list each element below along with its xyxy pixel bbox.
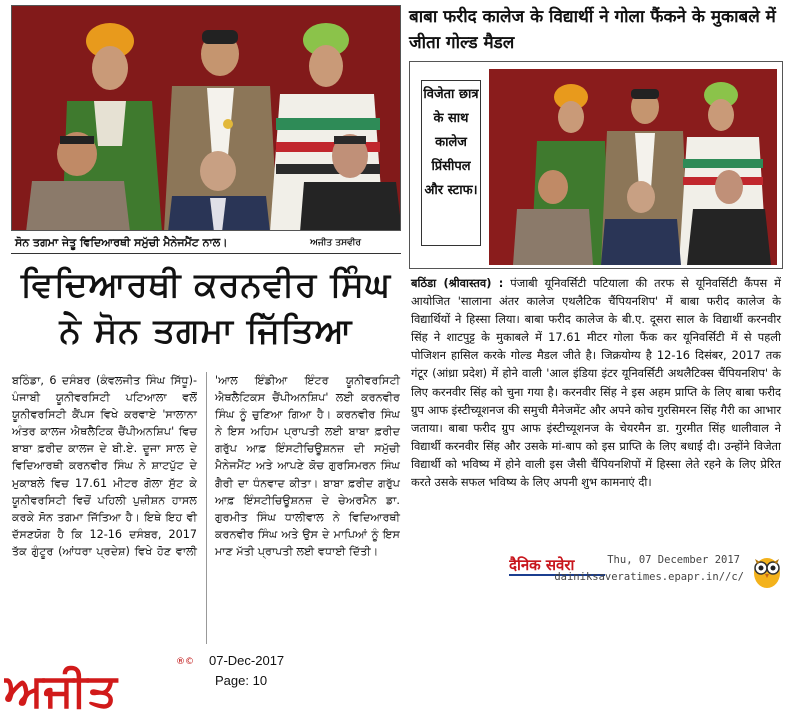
dainik-date-stamp: Thu, 07 December 2017 [607, 554, 740, 566]
left-article-body: ਬਠਿੰਡਾ, 6 ਦਸੰਬਰ (ਕੰਵਲਜੀਤ ਸਿੰਘ ਸਿੱਧੂ)- ਪੰਜਾਬੀ ਯੂਨੀਵਰਸਿਟੀ ਪਟਿਆਲਾ ਵਲੋਂ ਯੂਨੀਵਰਸਿਟੀ ਕੈਂਪਸ ਵਿਖੇ ਕਰਵਾਏ 'ਸਾਲਾਨਾ ਅੰਤਰ ਕਾਲਜ ਐਥਲੈਟਿਕ ਚੈਂਪੀਅਨਸ਼ਿਪ' ਵਿਚ ਬਾਬਾ ਫ਼ਰੀਦ ਕਾਲਜ ਦੇ ਬੀ.ਏ. ਦੂਜਾ ਸਾਲ ਦੇ ਵਿਦਿਆਰਥੀ ਕਰਨਵੀਰ ਸਿੰਘ ਨੇ ਸ਼ਾਟਪੁੱਟ ਦੇ ਮੁਕਾਬਲੇ ਵਿਚ 17.61 ਮੀਟਰ ਗੋਲਾ ਸੁੱਟ ਕੇ ਯੂਨੀਵਰਸਿਟੀ ਵਿਚੋਂ ਪਹਿਲੀ ਪੁਜ਼ੀਸ਼ਨ ਹਾਸਲ ਕਰਕੇ ਸੋਨ ਤਗਮਾ ਜਿੱਤਿਆ ਹੈ। ਇਥੇ ਇਹ ਵੀ ਦੱਸਣਯੋਗ ਹੈ ਕਿ 12-16 ਦਸੰਬਰ, 2017 ਤੱਕ ਗੁੰਟੂਰ (ਆਂਧਰਾ ਪ੍ਰਦੇਸ਼) ਵਿਖੇ ਹੋਣ ਵਾਲੀ 'ਆਲ ਇੰਡੀਆ ਇੰਟਰ ਯੂਨੀਵਰਸਿਟੀ ਐਥਲੈਟਿਕਸ ਚੈਂਪੀਅਨਸ਼ਿਪ' ਲਈ ਕਰਨਵੀਰ ਸਿੰਘ ਨੂੰ ਚੁਣਿਆ ਗਿਆ ਹੈ। ਕਰਨਵੀਰ ਸਿੰਘ ਨੇ ਇਸ ਅਹਿਮ ਪ੍ਰਾਪਤੀ ਲਈ ਬਾਬਾ ਫ਼ਰੀਦ ਗਰੁੱਪ ਆਫ਼ ਇੰਸਟੀਚਿਊਸ਼ਨਜ਼ ਦੀ ਸਮੁੱਚੀ ਮੈਨੇਜਮੈਂਟ ਅਤੇ ਆਪਣੇ ਕੋਚ ਗੁਰਸਿਮਰਨ ਸਿੰਘ ਗੈਰੀ ਦਾ ਧੰਨਵਾਦ ਕੀਤਾ। ਬਾਬਾ ਫ਼ਰੀਦ ਗਰੁੱਪ ਆਫ਼ ਇੰਸਟੀਚਿਊਸ਼ਨਜ਼ ਦੇ ਚੇਅਰਮੈਨ ਡਾ. ਗੁਰਮੀਤ ਸਿੰਘ ਧਾਲੀਵਾਲ ਨੇ ਵਿਦਿਆਰਥੀ ਕਰਨਵੀਰ ਸਿੰਘ ਅਤੇ ਉਸ ਦੇ ਮਾਪਿਆਂ ਨੂੰ ਇਸ ਮਾਣ ਮੱਤੀ ਪ੍ਰਾਪਤੀ ਲਈ ਵਧਾਈ ਦਿੱਤੀ। [12, 374, 400, 558]
dainik-url-link[interactable]: dainiksaveratimes.epapr.in//c/ [554, 571, 744, 583]
dainik-logo-text: दैनिक सवेरा [509, 556, 575, 574]
paper-page-number: Page: 10 [215, 673, 268, 688]
ajit-logo [4, 664, 194, 714]
left-headline-line-1: ਵਿਦਿਆਰਥੀ ਕਰਨਵੀਰ ਸਿੰਘ [20, 265, 392, 305]
right-headline: बाबा फरीद कालेज के विद्यार्थी ने गोला फैंकने के मुकाबले में जीता गोल्ड मैडल [409, 7, 776, 53]
ajit-registered-marks: ®© [176, 657, 194, 667]
right-article-text: पंजाबी यूनिवर्सिटी पटियाला की तरफ से यूनिवर्सिटी कैंपस में आयोजित 'सालाना अंतर कालेज एथलैटिक चैंपियनशिप' में बाबा फरीद कालेज के विद्यार्थियों ने हिस्सा लिया। बाबा फरीद कालेज के बी.ए. दूसरा साल के विद्यार्थी करनवीर सिंह ने शाटपुट्ट के मुकाबले में 17.61 मीटर गोला फैंक कर यूनिवर्सिटी में से पहली पोजिशन हासिल करके गोल्ड मैडल जीते है। जिक्रयोग्य है 12-16 दिसंबर, 2017 तक गंटूर (आंध्रा प्रदेश) में होने वाली 'आल इंडिया इंटर यूनिवर्सिटी अथलैटिक्स चैंपियनशिप' के लिए करनवीर सिंह को चुना गया है। करनवीर सिंह ने इस अहम प्राप्ति के लिए बाबा फरीद ग्रुप आफ इंस्टीच्यूशनज की समुची मैनेजमेंट और अपने कोच गुरसिमरन सिंह गैरी का आभार जताया। बाबा फरीद ग्रुप आफ इंस्टीच्यूशनज के चेयरमैन डा. गुरमीत सिंह धालीवाल ने विद्यार्थी करनवीर सिंह और उसके मां-बाप को इस प्राप्ति के लिए बधाई दी। उन्होंने विजेता विद्यार्थी को भविष्य में होने वाली इस जैसी चैंपियनशिपों में हिस्सा लेते रहने के लिए प्रेरित करते उसके सफल भविष्य के लिए अपनी शुभ कामनाएं दी। [411, 276, 781, 490]
left-photo-caption-bar [11, 232, 401, 254]
right-news-photo [489, 69, 777, 265]
paper-date: 07-Dec-2017 [209, 653, 285, 668]
ajit-logo-text: ਅਜੀਤ [4, 664, 117, 714]
left-headline-line-2: ਨੇ ਸੋਨ ਤਗਮਾ ਜਿੱਤਿਆ [59, 311, 353, 351]
right-photo-caption: विजेता छात्र के साथ कालेज प्रिंसीपल और स्टाफ। [421, 80, 481, 246]
right-dateline: बठिंडा (श्रीवास्तव) : [411, 276, 504, 290]
left-photo-caption: ਸੋਨ ਤਗਮਾ ਜੇਤੂ ਵਿਦਿਆਰਥੀ ਸਮੁੱਚੀ ਮੈਨੇਜਮੈਂਟ ਨਾਲ। [15, 236, 228, 249]
left-photo-credit: ਅਜੀਤ ਤਸਵੀਰ [310, 238, 361, 248]
right-article-body [409, 274, 783, 491]
left-headline [12, 262, 400, 354]
left-news-photo [11, 5, 401, 231]
owl-icon [752, 553, 782, 589]
